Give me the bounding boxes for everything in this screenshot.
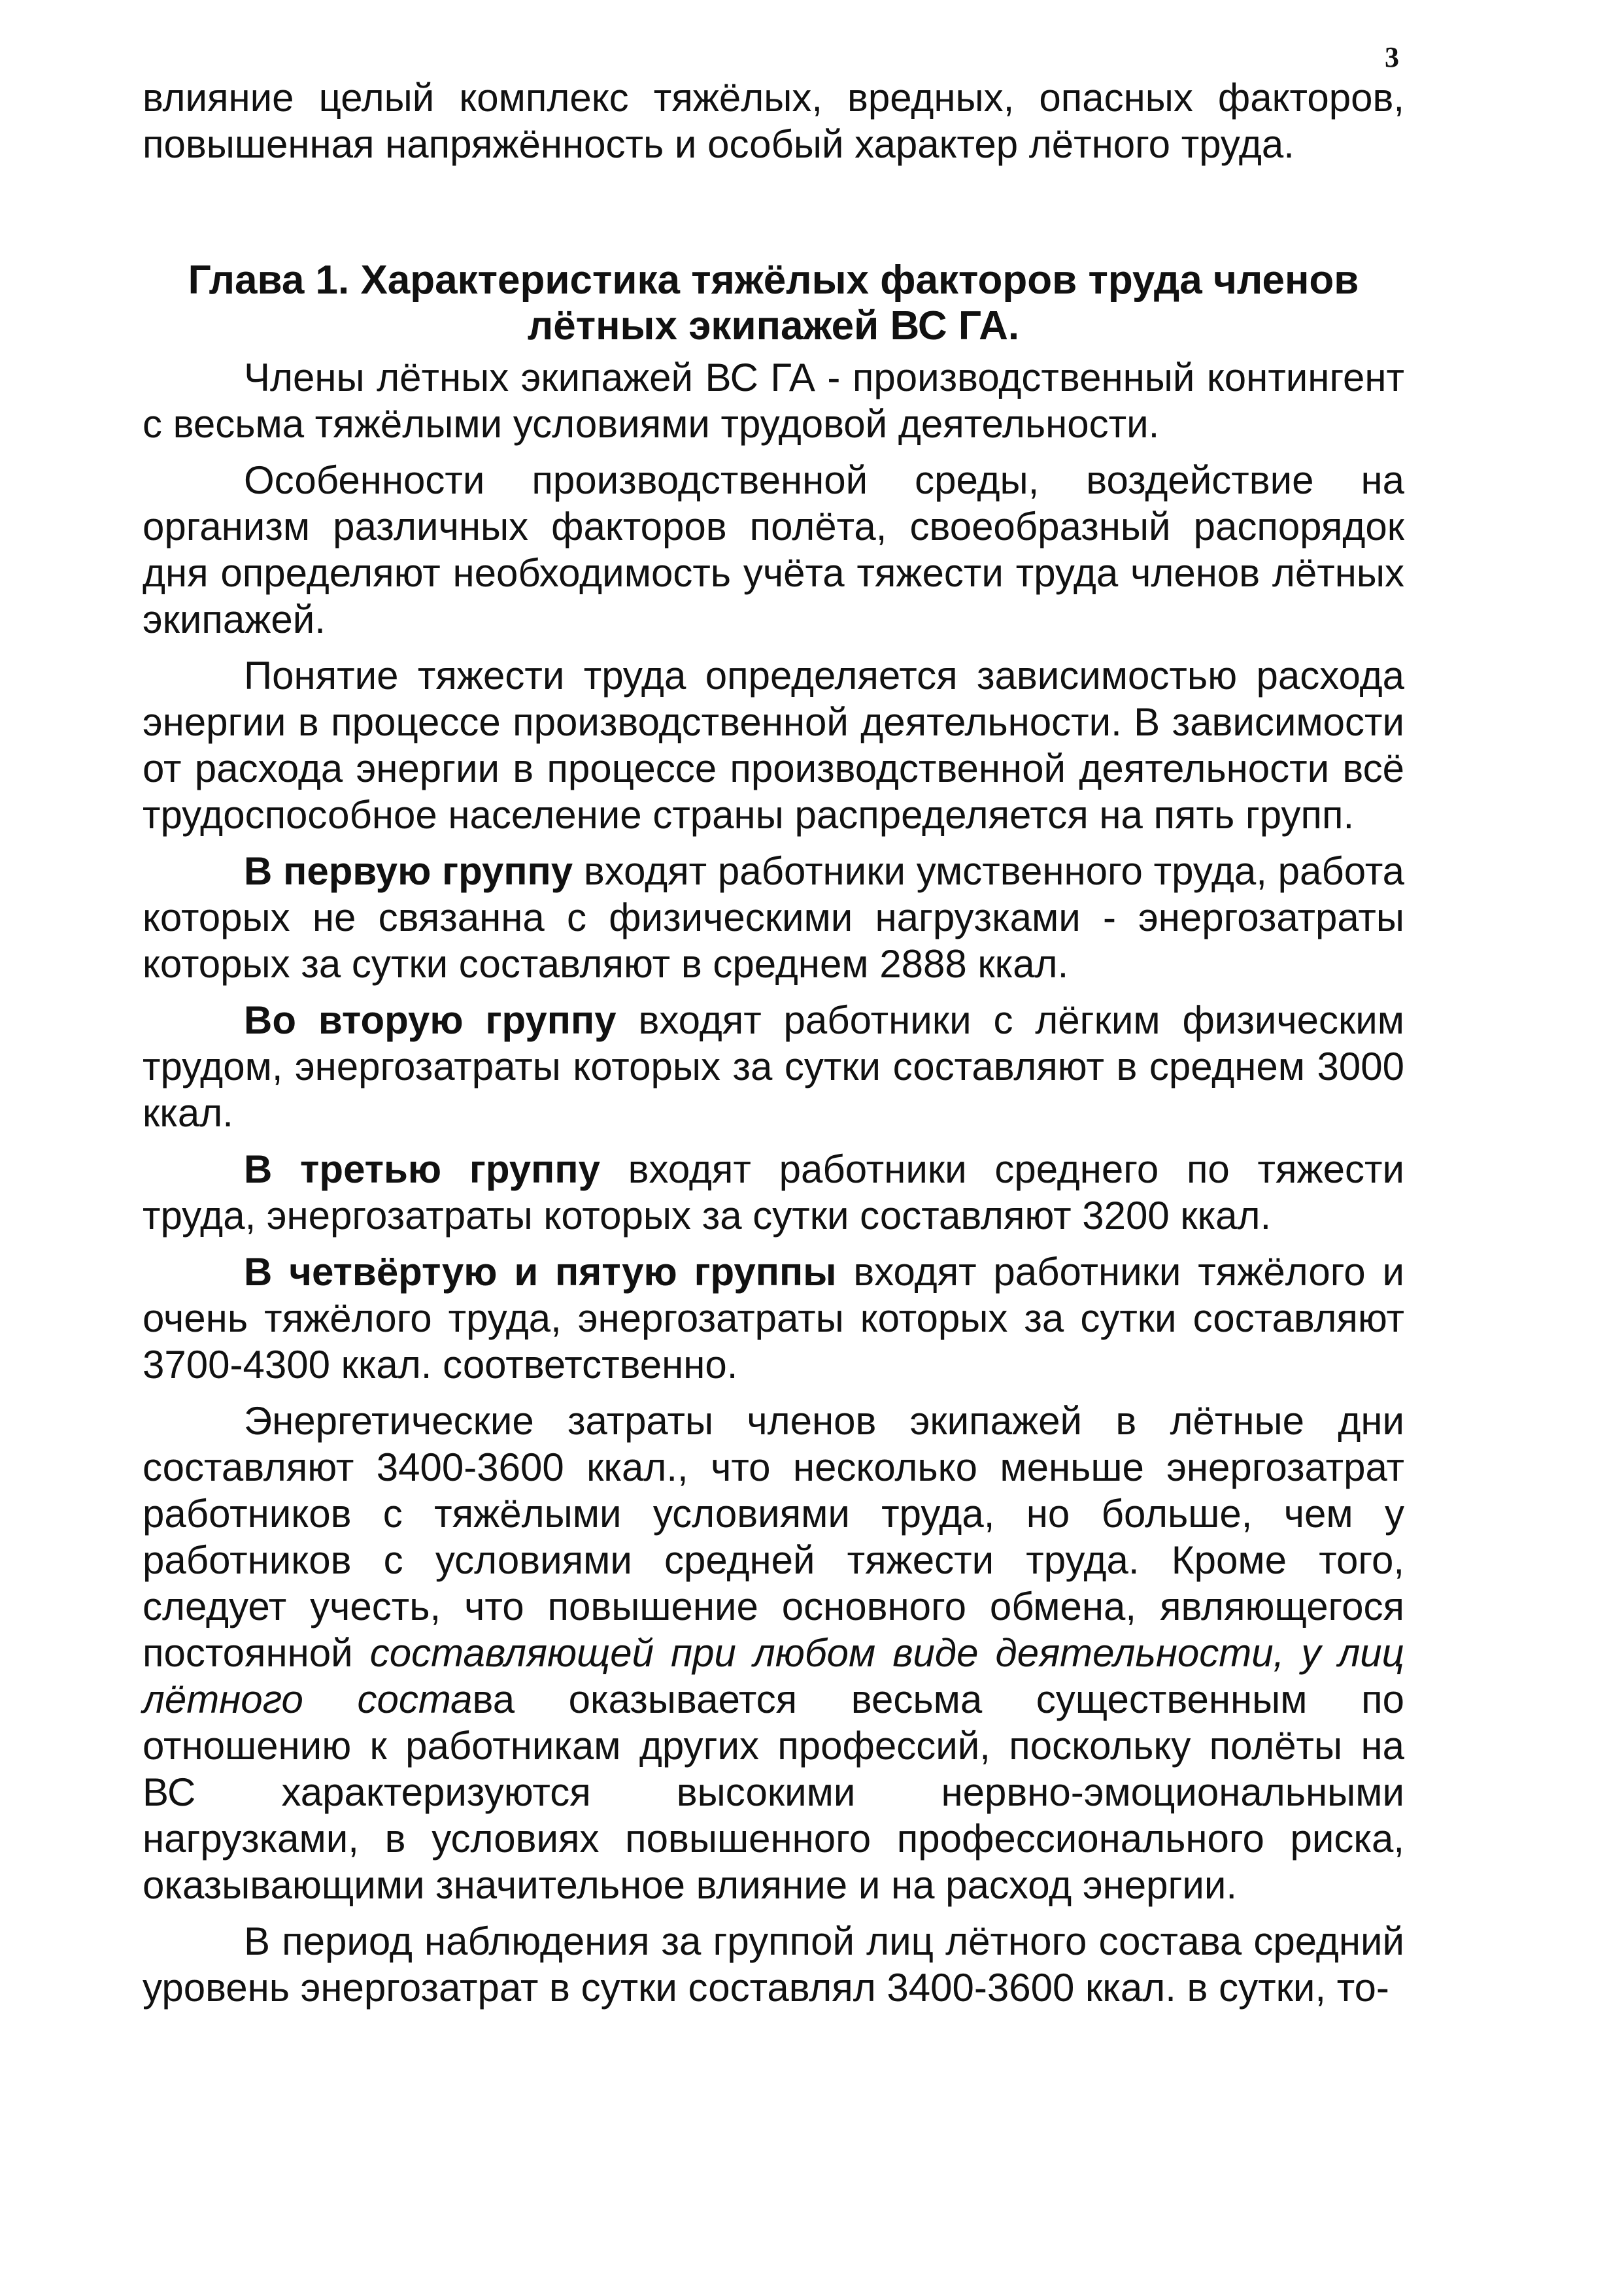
paragraph-group-4-5 xyxy=(143,1249,1404,1388)
group-1-text: входят работники умственного труда, работа которых не связанна с физическими нагрузками - энергозатраты которых за сутки составляют в среднем 2888 ккал. xyxy=(143,849,1404,986)
group-3-label: В третью группу xyxy=(244,1147,600,1191)
paragraph-crew-contingent: Члены лётных экипажей ВС ГА - производственный контингент с весьма тяжёлыми условиями трудовой деятельности. xyxy=(143,356,1404,446)
paragraph-group-1 xyxy=(143,848,1404,987)
paragraph-group-2 xyxy=(143,997,1404,1136)
paragraph-energy-costs xyxy=(143,1398,1404,1908)
energy-costs-text-a: Энергетические затраты членов экипажей в лётные дни составляют 3400-3600 ккал., что несколько меньше энергозатрат работников с тяжёлыми условиями труда, но больше, чем у работников с условиями средней тяжести труда. Кроме того, следует учесть, что повышение основного обмена, являющегося постоянной xyxy=(143,1399,1404,1675)
page-number: 3 xyxy=(1385,41,1399,73)
document-body xyxy=(143,75,1404,2021)
group-3-text: входят работники среднего по тяжести труда, энергозатраты которых за сутки составляют 3200 ккал. xyxy=(143,1147,1404,1238)
paragraph-group-3 xyxy=(143,1146,1404,1239)
group-4-5-text: входят работники тяжёлого и очень тяжёлого труда, энергозатраты которых за сутки составляют 3700-4300 ккал. соответственно. xyxy=(143,1250,1404,1387)
group-1-label: В первую группу xyxy=(244,849,573,893)
chapter-heading: Глава 1. Характеристика тяжёлых факторов труда членов лётных экипажей ВС ГА. xyxy=(188,258,1359,348)
paragraph-environment: Особенности производственной среды, воздействие на организм различных факторов полёта, своеобразный распорядок дня определяют необходимость учёта тяжести труда членов лётных экипажей. xyxy=(143,458,1404,641)
paragraph-labor-severity: Понятие тяжести труда определяется зависимостью расхода энергии в процессе производственной деятельности. В зависимости от расхода энергии в процессе производственной деятельности всё трудоспособное население страны распределяется на пять групп. xyxy=(143,654,1404,837)
group-2-text: входят работники с лёгким физическим трудом, энергозатраты которых за сутки составляют в среднем 3000 ккал. xyxy=(143,998,1404,1135)
energy-costs-text-b: ва оказывается весьма существенным по отношению к работникам других профессий, поскольку полёты на ВС характеризуются высокими нервно-эмоциональными нагрузками, в условиях повышенного профессионального риска, оказывающими значительное влияние и на расход энергии. xyxy=(143,1677,1405,1907)
paragraph-observation: В период наблюдения за группой лиц лётного состава средний уровень энергозатрат в сутки составлял 3400-3600 ккал. в сутки, то- xyxy=(143,1919,1404,2010)
group-2-label: Во вторую группу xyxy=(244,998,617,1042)
group-4-5-label: В четвёртую и пятую группы xyxy=(244,1250,837,1294)
intro-paragraph: влияние целый комплекс тяжёлых, вредных, опасных факторов, повышенная напряжённость и особый характер лётного труда. xyxy=(143,76,1404,166)
energy-costs-italic: составляющей при любом виде деятельности, у лиц лётного соста xyxy=(143,1631,1404,1721)
